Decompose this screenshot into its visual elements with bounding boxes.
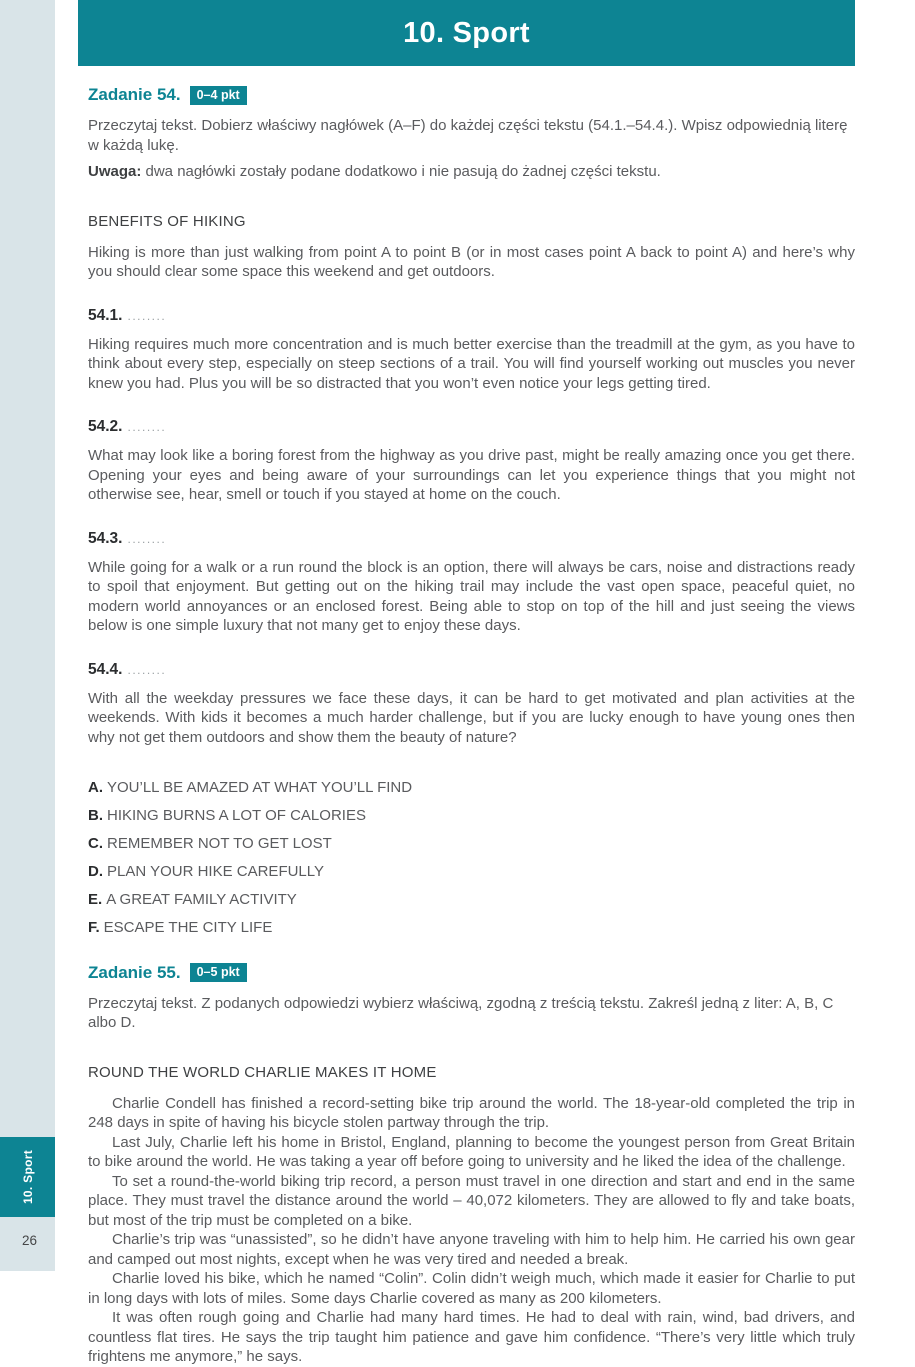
option-letter: B. xyxy=(88,807,103,824)
article-paragraph: Charlie’s trip was “unassisted”, so he didn’t have anyone traveling with him to help him. He carried his own gear and camped out most nights, except when he was very tired and needed a break. xyxy=(88,1231,855,1268)
task54-title: Zadanie 54. xyxy=(88,85,181,104)
page-content xyxy=(88,80,855,1367)
answer-blank: ........ xyxy=(127,420,167,434)
option-letter: D. xyxy=(88,863,103,880)
section-label-54-1 xyxy=(88,307,855,325)
section-number: 54.2. xyxy=(88,418,123,435)
section-label-54-4 xyxy=(88,661,855,679)
option-letter: C. xyxy=(88,835,103,852)
option-letter: F. xyxy=(88,919,100,936)
task55-title: Zadanie 55. xyxy=(88,962,181,982)
article-paragraph: It was often rough going and Charlie had many hard times. He had to deal with rain, wind, bad drivers, and countless flat tires. He says the trip taught him patience and gave him confidence. “There’s very little which truly frightens me anymore,” he says. xyxy=(88,1309,855,1365)
option-b xyxy=(88,806,855,826)
page-number: 26 xyxy=(22,1233,38,1248)
option-text: ESCAPE THE CITY LIFE xyxy=(103,919,273,936)
article-body xyxy=(88,1094,855,1367)
option-c xyxy=(88,834,855,854)
chapter-banner xyxy=(78,0,855,66)
answer-blank: ........ xyxy=(127,662,167,677)
section-text-54-2: What may look like a boring forest from the highway as you drive past, might be really amazing once you get there. Opening your eyes and being aware of your surroundings can let you experience things that you might not otherwise see, hear, smell or touch if you stayed at home on the couch. xyxy=(88,447,855,503)
option-text: YOU’LL BE AMAZED AT WHAT YOU’LL FIND xyxy=(107,779,413,796)
task54-header xyxy=(88,85,855,105)
task55-header xyxy=(88,963,855,983)
task55-instruction: Przeczytaj tekst. Z podanych odpowiedzi wybierz właściwą, zgodną z treścią tekstu. Zakreśl jedną z liter: A, B, C albo D. xyxy=(88,994,834,1031)
chapter-title: 10. Sport xyxy=(403,16,530,49)
task54-instruction: Przeczytaj tekst. Dobierz właściwy nagłówek (A–F) do każdej części tekstu (54.1.–54.4.). Wpisz odpowiednią literę w każdą lukę. xyxy=(88,117,848,154)
option-e xyxy=(88,890,855,910)
section-text-54-1: Hiking requires much more concentration and is much better exercise than the treadmill at the gym, as you have to think about every step, especially on steep sections of a trail. You will find yourself working out muscles you never knew you had. Plus you will be so distracted that you won’t even notice your legs getting tired. xyxy=(88,335,855,392)
option-letter: E. xyxy=(88,891,103,908)
task54-note-label: Uwaga: xyxy=(88,163,142,180)
chapter-side-tab-label: 10. Sport xyxy=(20,1149,35,1205)
option-letter: A. xyxy=(88,779,103,796)
answer-blank: ........ xyxy=(127,531,167,546)
option-a xyxy=(88,778,855,798)
section-number: 54.1. xyxy=(88,306,123,324)
reading-intro: Hiking is more than just walking from point A to point B (or in most cases point A back to point A) and here’s why you should clear some space this weekend and get outdoors. xyxy=(88,243,855,280)
heading-options-list xyxy=(88,778,855,938)
option-text: PLAN YOUR HIKE CAREFULLY xyxy=(107,863,325,880)
task54-points-badge: 0–4 pkt xyxy=(190,86,247,105)
option-text: REMEMBER NOT TO GET LOST xyxy=(107,835,332,852)
section-text-54-3: While going for a walk or a run round the block is an option, there will always be cars, noise and distractions ready to spoil that enjoyment. But getting out on the hiking trail may include the vast open space, peaceful quiet, no modern world annoyances or an enclosed forest. Being able to stop on top of the hill and just seeing the views below is one simple luxury that not many get to enjoy these days. xyxy=(88,558,855,634)
section-number: 54.3. xyxy=(88,529,123,547)
option-d xyxy=(88,862,855,882)
section-label-54-3 xyxy=(88,530,855,548)
answer-blank: ........ xyxy=(127,308,167,323)
section-label-54-2 xyxy=(88,418,855,436)
option-f xyxy=(88,918,855,938)
article-paragraph: To set a round-the-world biking trip record, a person must travel in one direction and start and end in the same place. They must travel the distance around the world – 40,072 kilometers. They are allowed to fly and take boats, but most of the trip must be completed on a bike. xyxy=(88,1172,855,1229)
reading-text-title: BENEFITS OF HIKING xyxy=(88,212,246,230)
article-paragraph: Last July, Charlie left his home in Bristol, England, planning to become the youngest person from Great Britain to bike around the world. He was taking a year off before going to university and he liked the idea of the challenge. xyxy=(88,1133,855,1170)
task55-points-badge: 0–5 pkt xyxy=(190,963,247,982)
task54-note xyxy=(88,162,855,182)
article-paragraph: Charlie Condell has finished a record-setting bike trip around the world. The 18-year-old completed the trip in 248 days in spite of having his bicycle stolen partway through the trip. xyxy=(88,1094,855,1131)
article-paragraph: Charlie loved his bike, which he named “Colin”. Colin didn’t weigh much, which made it easier for Charlie to put in long days with lots of miles. Some days Charlie covered as many as 200 kilometers. xyxy=(88,1270,855,1307)
option-text: HIKING BURNS A LOT OF CALORIES xyxy=(107,807,366,824)
section-text-54-4: With all the weekday pressures we face these days, it can be hard to get motivated and plan activities at the weekends. With kids it becomes a much harder challenge, but if you are lucky enough to have young ones then why not get them outdoors and show them the beauty of nature? xyxy=(88,689,855,746)
option-text: A GREAT FAMILY ACTIVITY xyxy=(106,891,297,908)
article-title: ROUND THE WORLD CHARLIE MAKES IT HOME xyxy=(88,1063,437,1081)
task54-note-text: dwa nagłówki zostały podane dodatkowo i nie pasują do żadnej części tekstu. xyxy=(141,163,661,180)
chapter-side-tab xyxy=(0,1137,55,1217)
side-margin-strip xyxy=(0,0,55,1271)
section-number: 54.4. xyxy=(88,660,123,678)
